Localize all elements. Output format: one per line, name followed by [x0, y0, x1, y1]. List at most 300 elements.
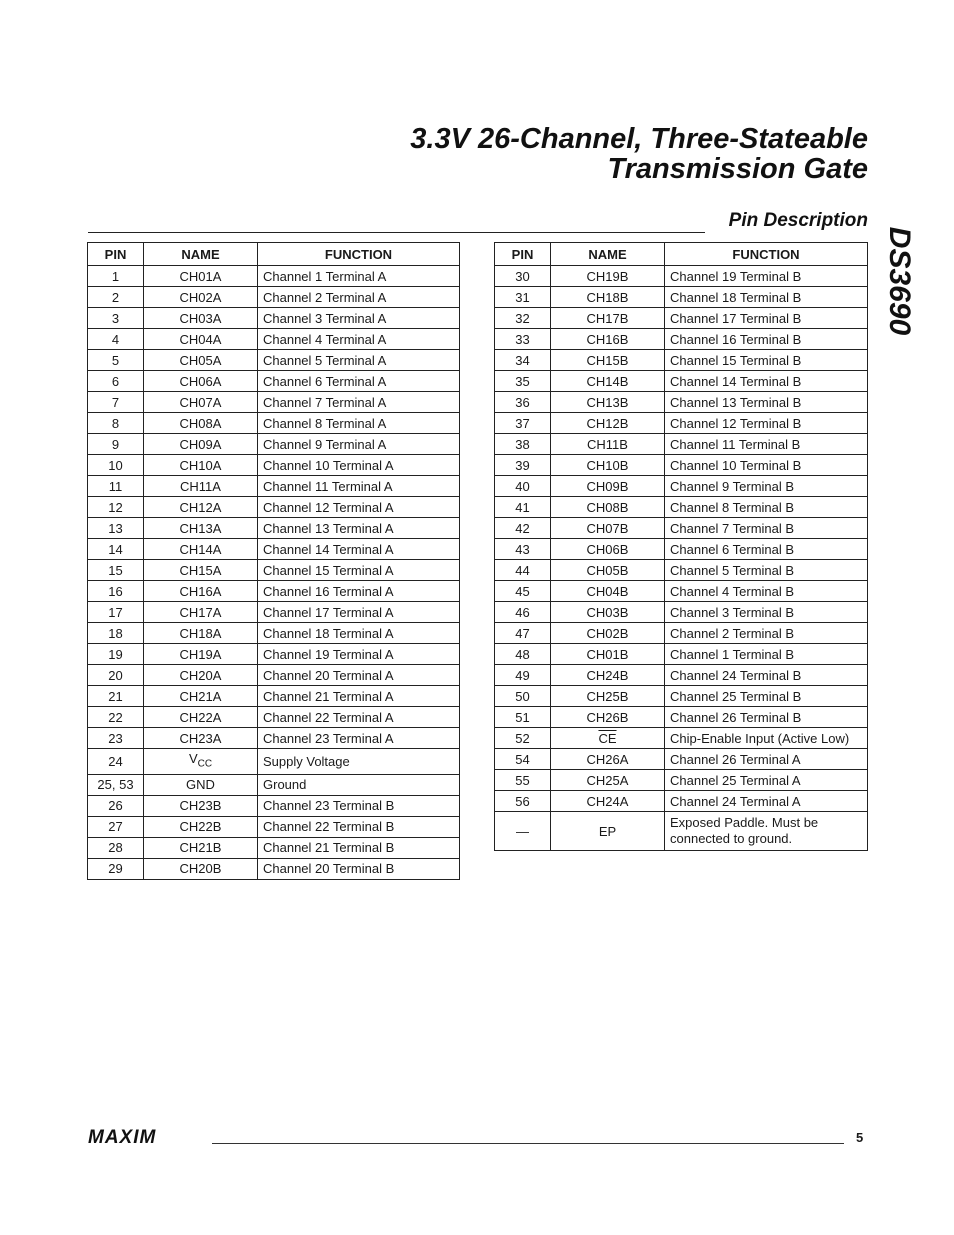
table-row — [88, 518, 460, 539]
function-cell: Channel 3 Terminal B — [665, 602, 868, 623]
function-cell: Channel 2 Terminal B — [665, 623, 868, 644]
name-text: CH20A — [179, 667, 222, 683]
pin-cell: 55 — [495, 770, 551, 791]
pin-cell: 24 — [88, 749, 144, 775]
function-cell: Channel 17 Terminal B — [665, 308, 868, 329]
function-cell: Channel 22 Terminal B — [258, 816, 460, 837]
table-row — [495, 665, 868, 686]
pin-cell: 42 — [495, 518, 551, 539]
name-text: CH19B — [586, 268, 629, 284]
name-text: V — [188, 751, 198, 766]
header-name: NAME — [551, 243, 665, 266]
function-cell: Channel 23 Terminal A — [258, 728, 460, 749]
pin-cell: 50 — [495, 686, 551, 707]
name-text: CH08B — [586, 499, 629, 515]
pin-cell: 39 — [495, 455, 551, 476]
pin-cell: 38 — [495, 434, 551, 455]
function-cell: Channel 24 Terminal B — [665, 665, 868, 686]
table-row — [495, 791, 868, 812]
function-cell: Exposed Paddle. Must be connected to ground. — [665, 812, 868, 851]
name-text: CH17B — [586, 310, 629, 326]
name-cell — [551, 308, 665, 329]
function-cell: Channel 22 Terminal A — [258, 707, 460, 728]
section-rule — [88, 232, 705, 233]
function-cell: Channel 12 Terminal B — [665, 413, 868, 434]
pin-cell: 41 — [495, 497, 551, 518]
function-cell: Channel 16 Terminal A — [258, 581, 460, 602]
function-cell: Channel 19 Terminal A — [258, 644, 460, 665]
table-row — [88, 287, 460, 308]
table-row — [495, 392, 868, 413]
table-row — [495, 644, 868, 665]
function-cell: Channel 20 Terminal A — [258, 665, 460, 686]
table-row — [88, 497, 460, 518]
pin-cell: 27 — [88, 816, 144, 837]
name-text: CH01A — [179, 268, 222, 284]
table-row — [88, 308, 460, 329]
name-cell — [144, 602, 258, 623]
table-row — [495, 812, 868, 851]
name-cell — [551, 602, 665, 623]
table-row — [495, 770, 868, 791]
table-row — [495, 350, 868, 371]
name-cell — [144, 749, 258, 775]
table-row — [88, 455, 460, 476]
pin-cell: 44 — [495, 560, 551, 581]
function-cell: Channel 8 Terminal A — [258, 413, 460, 434]
name-cell — [551, 266, 665, 287]
name-cell — [551, 749, 665, 770]
name-text: CH26A — [586, 751, 629, 767]
header-name: NAME — [144, 243, 258, 266]
pin-cell: 40 — [495, 476, 551, 497]
name-cell — [144, 837, 258, 858]
name-text: CH08A — [179, 415, 222, 431]
table-row — [88, 665, 460, 686]
function-cell: Channel 25 Terminal A — [665, 770, 868, 791]
name-cell — [551, 560, 665, 581]
name-cell — [551, 455, 665, 476]
pin-cell: 3 — [88, 308, 144, 329]
table-row — [88, 795, 460, 816]
pin-cell: 31 — [495, 287, 551, 308]
table-row — [88, 581, 460, 602]
table-row — [88, 858, 460, 879]
table-row — [88, 816, 460, 837]
page-title — [410, 124, 868, 184]
pin-cell: 9 — [88, 434, 144, 455]
pin-cell: 23 — [88, 728, 144, 749]
function-cell: Channel 13 Terminal B — [665, 392, 868, 413]
pin-table-left — [87, 242, 460, 880]
function-cell: Channel 5 Terminal A — [258, 350, 460, 371]
name-cell — [144, 413, 258, 434]
name-cell — [144, 392, 258, 413]
pin-cell: 29 — [88, 858, 144, 879]
name-cell — [144, 497, 258, 518]
name-text: CH26B — [586, 709, 629, 725]
name-text: CH05A — [179, 352, 222, 368]
pin-cell: 12 — [88, 497, 144, 518]
name-cell — [144, 795, 258, 816]
table-row — [495, 455, 868, 476]
name-text: CH07B — [586, 520, 629, 536]
name-text: CH13A — [179, 520, 222, 536]
table-header-row — [495, 243, 868, 266]
name-text: CH22A — [179, 709, 222, 725]
name-cell — [144, 665, 258, 686]
function-cell: Channel 5 Terminal B — [665, 560, 868, 581]
table-row — [495, 707, 868, 728]
table-row — [88, 350, 460, 371]
name-subscript: CC — [197, 758, 213, 770]
name-text: $\overline{CE}$ — [598, 730, 617, 746]
maxim-logo — [88, 1128, 200, 1146]
name-text: CH02A — [179, 289, 222, 305]
name-cell — [551, 539, 665, 560]
name-text: GND — [186, 777, 215, 793]
function-cell: Channel 8 Terminal B — [665, 497, 868, 518]
name-text: CH11B — [587, 436, 628, 452]
pin-cell: 11 — [88, 476, 144, 497]
name-text: CH04B — [586, 583, 629, 599]
function-cell: Channel 17 Terminal A — [258, 602, 460, 623]
name-text: CH25A — [586, 772, 629, 788]
pin-cell: 46 — [495, 602, 551, 623]
table-row — [495, 413, 868, 434]
name-cell — [551, 434, 665, 455]
pin-cell: 20 — [88, 665, 144, 686]
table-row — [88, 329, 460, 350]
pin-cell: 13 — [88, 518, 144, 539]
table-row — [88, 476, 460, 497]
name-cell — [551, 287, 665, 308]
function-cell: Channel 26 Terminal A — [665, 749, 868, 770]
name-cell — [144, 686, 258, 707]
function-cell: Channel 4 Terminal B — [665, 581, 868, 602]
name-cell — [551, 581, 665, 602]
pin-cell: 54 — [495, 749, 551, 770]
table-row — [495, 581, 868, 602]
pin-cell: 35 — [495, 371, 551, 392]
table-row — [495, 266, 868, 287]
pin-cell: 5 — [88, 350, 144, 371]
name-cell — [144, 707, 258, 728]
function-cell: Channel 26 Terminal B — [665, 707, 868, 728]
title-line-1: 3.3V 26-Channel, Three-Stateable — [410, 123, 868, 155]
name-cell — [144, 350, 258, 371]
name-text: CH12A — [179, 499, 222, 515]
footer-rule — [212, 1143, 844, 1144]
name-cell — [551, 371, 665, 392]
table-row — [88, 560, 460, 581]
table-row — [88, 623, 460, 644]
function-cell: Channel 13 Terminal A — [258, 518, 460, 539]
name-text: CH16B — [586, 331, 629, 347]
function-cell: Channel 12 Terminal A — [258, 497, 460, 518]
function-cell: Channel 15 Terminal B — [665, 350, 868, 371]
name-cell — [551, 476, 665, 497]
pin-cell: — — [495, 812, 551, 851]
name-cell — [144, 287, 258, 308]
name-cell — [144, 455, 258, 476]
table-row — [495, 749, 868, 770]
name-cell — [144, 329, 258, 350]
table-row — [88, 686, 460, 707]
pin-cell: 21 — [88, 686, 144, 707]
header-pin: PIN — [495, 243, 551, 266]
pin-cell: 10 — [88, 455, 144, 476]
header-function: FUNCTION — [665, 243, 868, 266]
name-cell — [551, 644, 665, 665]
name-text: CH12B — [586, 415, 629, 431]
pin-cell: 45 — [495, 581, 551, 602]
function-cell: Channel 3 Terminal A — [258, 308, 460, 329]
pin-cell: 49 — [495, 665, 551, 686]
name-text: CH11A — [180, 478, 221, 494]
name-text: CH10A — [179, 457, 222, 473]
pin-cell: 7 — [88, 392, 144, 413]
table-row — [88, 728, 460, 749]
function-cell: Channel 21 Terminal A — [258, 686, 460, 707]
function-cell: Channel 14 Terminal B — [665, 371, 868, 392]
function-cell: Channel 16 Terminal B — [665, 329, 868, 350]
name-text: CH16A — [179, 583, 222, 599]
name-cell — [551, 623, 665, 644]
table-row — [88, 266, 460, 287]
name-cell — [551, 392, 665, 413]
name-cell — [144, 560, 258, 581]
name-cell — [144, 858, 258, 879]
pin-cell: 37 — [495, 413, 551, 434]
function-cell: Channel 6 Terminal B — [665, 539, 868, 560]
function-cell: Chip-Enable Input (Active Low) — [665, 728, 868, 749]
function-cell: Supply Voltage — [258, 749, 460, 775]
function-cell: Channel 15 Terminal A — [258, 560, 460, 581]
name-text: CH03B — [586, 604, 629, 620]
name-cell — [551, 770, 665, 791]
pin-cell: 36 — [495, 392, 551, 413]
name-text: CH09A — [179, 436, 222, 452]
function-cell: Channel 6 Terminal A — [258, 371, 460, 392]
name-cell — [551, 413, 665, 434]
table-row — [495, 497, 868, 518]
pin-cell: 25, 53 — [88, 774, 144, 795]
name-text: CH21A — [179, 688, 222, 704]
name-cell — [551, 707, 665, 728]
function-cell: Channel 4 Terminal A — [258, 329, 460, 350]
function-cell: Channel 18 Terminal A — [258, 623, 460, 644]
pin-cell: 14 — [88, 539, 144, 560]
name-cell — [144, 774, 258, 795]
pin-cell: 2 — [88, 287, 144, 308]
function-cell: Channel 2 Terminal A — [258, 287, 460, 308]
table-row — [88, 707, 460, 728]
pin-cell: 33 — [495, 329, 551, 350]
table-row — [495, 539, 868, 560]
table-row — [495, 686, 868, 707]
name-cell — [551, 791, 665, 812]
function-cell: Channel 1 Terminal A — [258, 266, 460, 287]
function-cell: Channel 10 Terminal A — [258, 455, 460, 476]
function-cell: Channel 11 Terminal A — [258, 476, 460, 497]
function-cell: Channel 1 Terminal B — [665, 644, 868, 665]
name-cell — [144, 623, 258, 644]
page-number: 5 — [856, 1130, 864, 1145]
name-text: CH13B — [586, 394, 629, 410]
function-cell: Channel 21 Terminal B — [258, 837, 460, 858]
function-cell: Channel 20 Terminal B — [258, 858, 460, 879]
pin-cell: 43 — [495, 539, 551, 560]
header-pin: PIN — [88, 243, 144, 266]
name-cell — [551, 497, 665, 518]
logo-text: MAXIM — [88, 1128, 157, 1146]
name-cell — [551, 728, 665, 749]
pin-cell: 52 — [495, 728, 551, 749]
function-cell: Channel 19 Terminal B — [665, 266, 868, 287]
pin-cell: 32 — [495, 308, 551, 329]
table-row — [88, 749, 460, 775]
pin-cell: 56 — [495, 791, 551, 812]
table-row — [495, 287, 868, 308]
function-cell: Ground — [258, 774, 460, 795]
name-cell — [144, 644, 258, 665]
function-cell: Channel 11 Terminal B — [665, 434, 868, 455]
pin-cell: 6 — [88, 371, 144, 392]
name-text: CH09B — [586, 478, 629, 494]
table-row — [88, 644, 460, 665]
name-text: CH19A — [179, 646, 222, 662]
name-text: CH21B — [179, 840, 222, 856]
name-text: CH14B — [586, 373, 629, 389]
name-cell — [144, 308, 258, 329]
name-cell — [551, 812, 665, 851]
name-cell — [144, 266, 258, 287]
table-row — [495, 728, 868, 749]
pin-cell: 28 — [88, 837, 144, 858]
name-text: CH18A — [179, 625, 222, 641]
function-cell: Channel 10 Terminal B — [665, 455, 868, 476]
table-row — [88, 434, 460, 455]
name-cell — [144, 434, 258, 455]
table-row — [495, 329, 868, 350]
function-cell: Channel 14 Terminal A — [258, 539, 460, 560]
name-cell — [144, 476, 258, 497]
table-row — [88, 602, 460, 623]
function-cell: Channel 7 Terminal A — [258, 392, 460, 413]
name-cell — [551, 518, 665, 539]
table-row — [495, 518, 868, 539]
name-text: CH02B — [586, 625, 629, 641]
pin-cell: 19 — [88, 644, 144, 665]
name-cell — [144, 539, 258, 560]
name-text: CH06B — [586, 541, 629, 557]
name-text: EP — [598, 823, 617, 839]
table-row — [88, 774, 460, 795]
name-text: CH15B — [586, 352, 629, 368]
header-function: FUNCTION — [258, 243, 460, 266]
name-cell — [144, 728, 258, 749]
pin-cell: 34 — [495, 350, 551, 371]
pin-cell: 8 — [88, 413, 144, 434]
name-text: CH05B — [586, 562, 629, 578]
pin-cell: 18 — [88, 623, 144, 644]
table-header-row — [88, 243, 460, 266]
pin-cell: 15 — [88, 560, 144, 581]
name-text: CH23B — [179, 798, 222, 814]
table-row — [495, 371, 868, 392]
name-text: CH14A — [179, 541, 222, 557]
table-row — [88, 539, 460, 560]
pin-cell: 17 — [88, 602, 144, 623]
name-text: CH06A — [179, 373, 222, 389]
function-cell: Channel 9 Terminal A — [258, 434, 460, 455]
name-text: CH01B — [586, 646, 629, 662]
function-cell: Channel 23 Terminal B — [258, 795, 460, 816]
name-cell — [144, 371, 258, 392]
pin-cell: 4 — [88, 329, 144, 350]
name-text: CH18B — [586, 289, 629, 305]
pin-cell: 30 — [495, 266, 551, 287]
function-cell: Channel 25 Terminal B — [665, 686, 868, 707]
pin-cell: 51 — [495, 707, 551, 728]
pin-cell: 22 — [88, 707, 144, 728]
pin-cell: 26 — [88, 795, 144, 816]
name-cell — [551, 686, 665, 707]
name-text: CH03A — [179, 310, 222, 326]
part-number-text: DS3690 — [883, 226, 916, 335]
name-cell — [144, 816, 258, 837]
name-cell — [551, 329, 665, 350]
name-text: CH25B — [586, 688, 629, 704]
name-text: CH15A — [179, 562, 222, 578]
pin-cell: 1 — [88, 266, 144, 287]
name-cell — [144, 518, 258, 539]
pin-cell: 16 — [88, 581, 144, 602]
function-cell: Channel 18 Terminal B — [665, 287, 868, 308]
name-text: CH17A — [179, 604, 222, 620]
table-row — [495, 560, 868, 581]
table-row — [495, 476, 868, 497]
pin-cell: 48 — [495, 644, 551, 665]
table-row — [88, 392, 460, 413]
table-row — [495, 434, 868, 455]
name-cell — [551, 350, 665, 371]
table-row — [88, 413, 460, 434]
name-text: CH04A — [179, 331, 222, 347]
name-text: CH23A — [179, 730, 222, 746]
table-row — [88, 837, 460, 858]
table-row — [495, 602, 868, 623]
name-text: CH24A — [586, 793, 629, 809]
section-title: Pin Description — [728, 210, 868, 231]
name-cell — [551, 665, 665, 686]
name-text: CH22B — [179, 819, 222, 835]
part-number-side-label — [874, 218, 924, 343]
name-text: CH07A — [179, 394, 222, 410]
title-line-2: Transmission Gate — [607, 153, 868, 185]
table-row — [88, 371, 460, 392]
table-row — [495, 623, 868, 644]
function-cell: Channel 7 Terminal B — [665, 518, 868, 539]
function-cell: Channel 24 Terminal A — [665, 791, 868, 812]
name-text: CH10B — [586, 457, 629, 473]
name-cell — [144, 581, 258, 602]
pin-table-right — [494, 242, 868, 851]
pin-cell: 47 — [495, 623, 551, 644]
name-text: CH20B — [179, 861, 222, 877]
function-cell: Channel 9 Terminal B — [665, 476, 868, 497]
